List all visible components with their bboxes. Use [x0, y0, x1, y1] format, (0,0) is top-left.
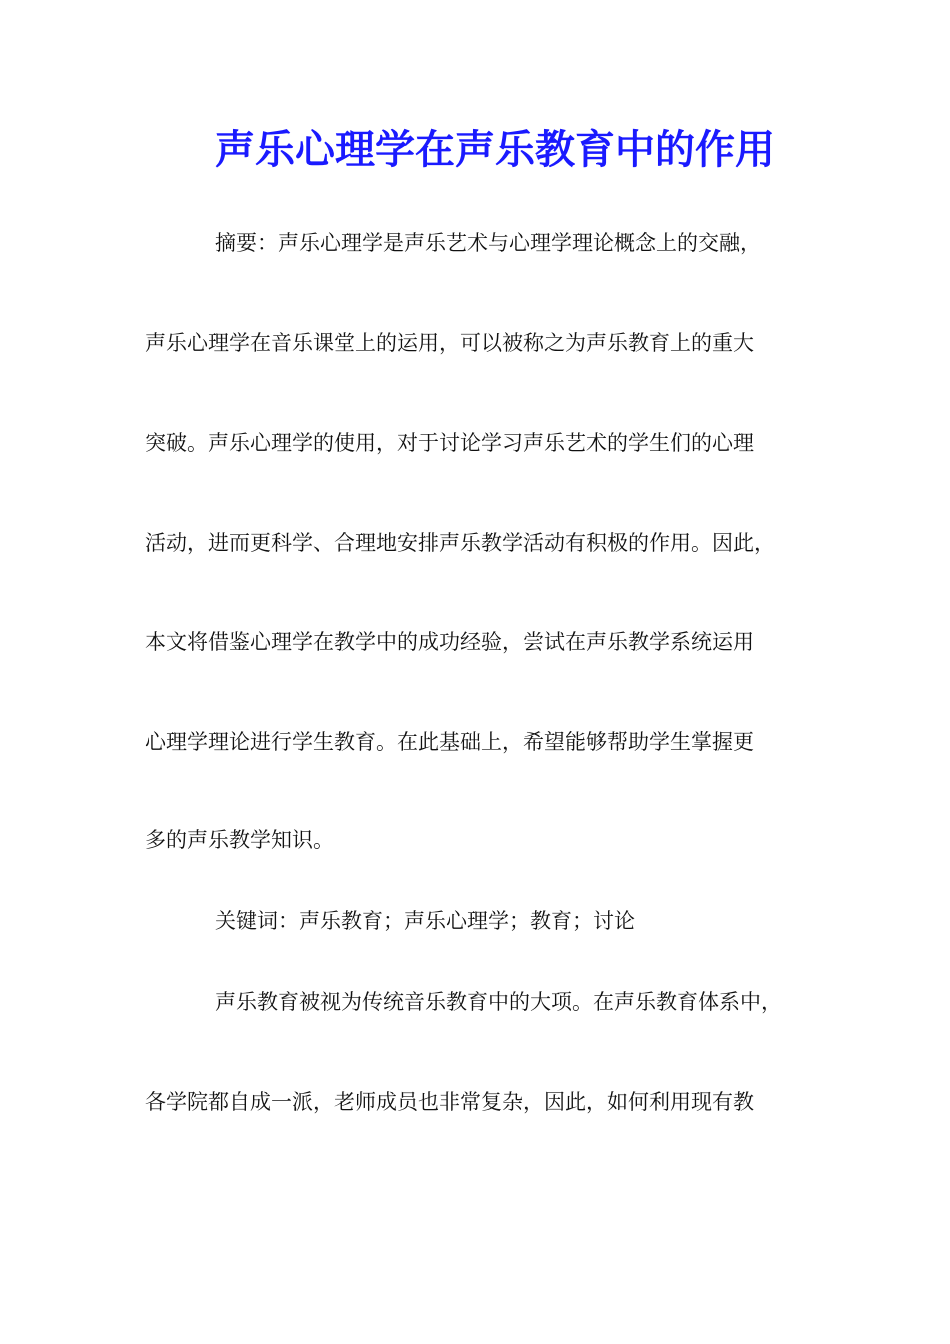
abstract-line-6: 心理学理论进行学生教育。在此基础上，希望能够帮助学生掌握更 [145, 730, 754, 754]
keywords-line: 关键词：声乐教育；声乐心理学；教育；讨论 [215, 909, 635, 933]
document-title: 声乐心理学在声乐教育中的作用 [215, 126, 775, 173]
abstract-line-4: 活动，进而更科学、合理地安排声乐教学活动有积极的作用。因此， [145, 531, 775, 555]
abstract-line-5: 本文将借鉴心理学在教学中的成功经验，尝试在声乐教学系统运用 [145, 630, 754, 654]
abstract-line-7: 多的声乐教学知识。 [145, 828, 334, 852]
body-line-1: 声乐教育被视为传统音乐教育中的大项。在声乐教育体系中， [215, 990, 782, 1014]
abstract-line-3: 突破。声乐心理学的使用，对于讨论学习声乐艺术的学生们的心理 [145, 431, 754, 455]
abstract-line-2: 声乐心理学在音乐课堂上的运用，可以被称之为声乐教育上的重大 [145, 331, 754, 355]
abstract-line-1: 摘要：声乐心理学是声乐艺术与心理学理论概念上的交融， [215, 231, 761, 255]
body-line-2: 各学院都自成一派，老师成员也非常复杂，因此，如何利用现有教 [145, 1090, 754, 1114]
